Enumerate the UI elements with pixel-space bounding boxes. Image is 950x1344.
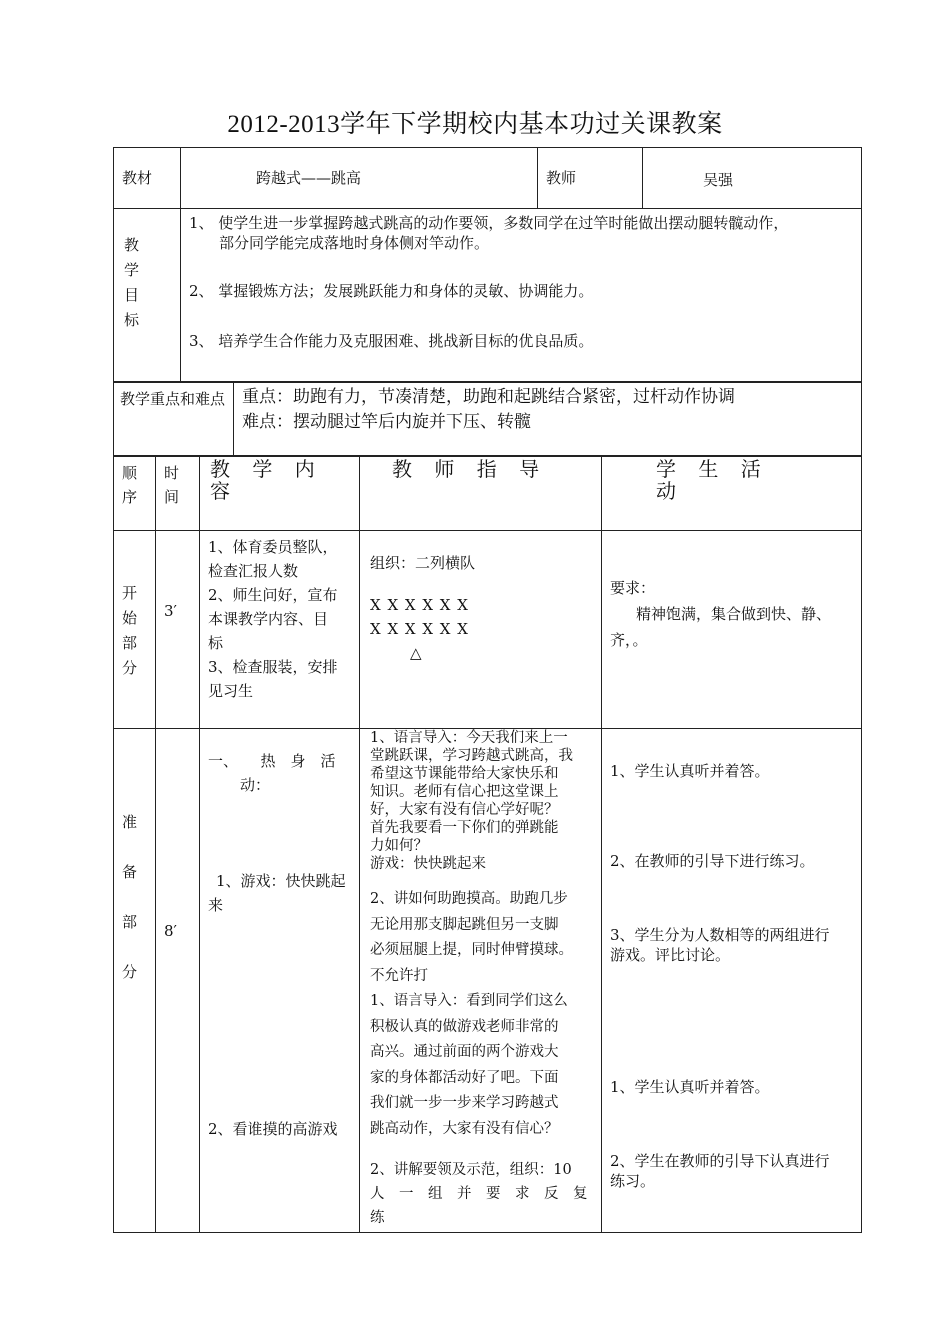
objectives-cell — [181, 209, 862, 382]
objectives-label-char: 标 — [124, 311, 140, 329]
guide-line: 2、讲如何助跑摸高。助跑几步 — [370, 891, 568, 907]
prep-student-cell — [602, 729, 862, 1233]
start-content-cell — [200, 531, 360, 729]
objective-item: 部分同学能完成落地时身体侧对竿动作。 — [219, 234, 490, 252]
guide-header-cell — [360, 457, 602, 531]
student-requirement-line: 齐，。 — [610, 631, 648, 649]
order-header-char: 序 — [122, 488, 138, 506]
objective-item: 1、 使学生进一步掌握跨越式跳高的动作要领，多数同学在过竿时能做出摆动腿转髋动作， — [189, 214, 789, 232]
order-header-cell — [114, 457, 156, 531]
game2-title: 2、看谁摸的高游戏 — [208, 1120, 338, 1138]
student-activity: 1、学生认真听并着答。 — [610, 1078, 770, 1096]
header-table — [113, 147, 862, 382]
start-label-char: 分 — [122, 659, 138, 677]
start-content-line: 检查汇报人数 — [208, 562, 299, 580]
key-points-label-cell — [114, 383, 234, 456]
difficulty-text: 难点：摆动腿过竿后内旋并下压、转髋 — [242, 412, 531, 432]
guide-header: 教 师 指 导 — [392, 457, 548, 481]
guide-line: 家的身体都活动好了吧。下面 — [370, 1069, 559, 1086]
guide-line: 首先我要看一下你们的弹跳能 — [370, 820, 559, 836]
formation-row: X X X X X X — [370, 620, 469, 638]
prep-label-char: 部 — [122, 913, 138, 931]
prep-label-char: 备 — [122, 863, 138, 881]
start-student-cell — [602, 531, 862, 729]
prep-time-cell — [156, 729, 200, 1233]
guide-line: 希望这节课能带给大家快乐和 — [370, 766, 559, 782]
prep-label-char: 分 — [122, 963, 138, 981]
start-time: 3′ — [164, 602, 177, 620]
start-content-line: 3、检查服装，安排 — [208, 658, 338, 676]
start-label-char: 始 — [122, 609, 138, 627]
formation-row: X X X X X X — [370, 596, 469, 614]
start-label-char: 开 — [122, 584, 138, 602]
game1-title-cont: 来 — [208, 896, 224, 914]
teacher-value: 吴强 — [703, 171, 734, 189]
key-points-label: 教学重点和难点 — [120, 390, 226, 408]
material-label-cell — [114, 148, 181, 209]
content-header: 教 学 内 容 — [210, 457, 323, 503]
time-header-char: 间 — [164, 488, 180, 506]
student-header: 学 生 活 动 — [656, 457, 769, 503]
start-label-cell — [114, 531, 156, 729]
guide-line: 1、语言导入：今天我们来上一 — [370, 730, 568, 746]
start-content-line: 1、体育委员整队， — [208, 538, 338, 556]
guide-line: 无论用那支脚起跳但另一支脚 — [370, 916, 559, 933]
student-requirement-line: 精神饱满，集合做到快、静、 — [636, 605, 832, 623]
warmup-heading: 一、 热 身 活 — [208, 752, 336, 770]
prep-label-cell — [114, 729, 156, 1233]
key-point-text: 重点：助跑有力，节凑清楚，助跑和起跳结合紧密，过杆动作协调 — [242, 387, 735, 407]
time-header-cell — [156, 457, 200, 531]
guide-line: 人 一 组 并 要 求 反 复 练 — [370, 1186, 602, 1226]
guide-line: 1、语言导入：看到同学们这么 — [370, 993, 568, 1009]
order-header-char: 顺 — [122, 464, 138, 482]
guide-line: 不允许打 — [370, 967, 428, 984]
objectives-label-char: 目 — [124, 286, 140, 304]
game1-title: 1、游戏：快快跳起 — [216, 872, 346, 890]
start-label-char: 部 — [122, 634, 138, 652]
guide-line: 高兴。通过前面的两个游戏大 — [370, 1044, 559, 1060]
guide-line: 我们就一步一步来学习跨越式 — [370, 1095, 559, 1111]
student-activity: 游戏。评比讨论。 — [610, 946, 731, 964]
start-guide-cell — [360, 531, 602, 729]
teacher-label-cell — [538, 148, 643, 209]
guide-line: 跳高动作，大家有没有信心？ — [370, 1120, 559, 1137]
prep-time: 8′ — [164, 922, 177, 940]
key-points-cell — [234, 383, 862, 456]
start-content-line: 见习生 — [208, 682, 254, 700]
material-label: 教材 — [122, 169, 153, 187]
student-activity: 1、学生认真听并着答。 — [610, 762, 770, 780]
guide-line: 好，大家有没有信心学好呢？ — [370, 802, 559, 818]
student-header-cell — [602, 457, 862, 531]
objectives-label-char: 学 — [124, 261, 140, 279]
guide-line: 必须屈腿上提，同时伸臂摸球。 — [370, 942, 573, 958]
formation-label: 组织：二列横队 — [370, 554, 476, 572]
content-header-cell — [200, 457, 360, 531]
material-value-cell — [181, 148, 538, 209]
lesson-plan-table — [113, 456, 862, 1233]
objectives-label-cell — [114, 209, 181, 382]
student-activity: 2、在教师的引导下进行练习。 — [610, 852, 815, 870]
teacher-label: 教师 — [546, 169, 577, 187]
guide-line: 堂跳跃课，学习跨越式跳高，我 — [370, 748, 573, 764]
material-value: 跨越式——跳高 — [256, 169, 362, 187]
prep-guide-cell — [360, 729, 602, 1233]
start-content-line: 2、师生问好，宣布 — [208, 586, 338, 604]
start-content-line: 本课教学内容、目 — [208, 610, 329, 628]
prep-content-cell — [200, 729, 360, 1233]
warmup-heading-cont: 动： — [240, 776, 271, 794]
student-requirement-label: 要求： — [610, 579, 656, 597]
start-content-line: 标 — [208, 634, 224, 652]
student-activity: 2、学生在教师的引导下认真进行 — [610, 1152, 830, 1170]
guide-line: 2、讲解要领及示范，组织：10 — [370, 1162, 572, 1178]
student-activity: 练习。 — [610, 1172, 656, 1190]
start-time-cell — [156, 531, 200, 729]
objectives-label-char: 教 — [124, 236, 140, 254]
objective-item: 3、 培养学生合作能力及克服困难、挑战新目标的优良品质。 — [189, 332, 594, 350]
guide-line: 知识。老师有信心把这堂课上 — [370, 784, 559, 800]
prep-label-char: 准 — [122, 813, 138, 831]
objective-item: 2、 掌握锻炼方法；发展跳跃能力和身体的灵敏、协调能力。 — [189, 282, 594, 300]
time-header-char: 时 — [164, 464, 180, 482]
guide-line: 游戏：快快跳起来 — [370, 856, 486, 872]
guide-line: 积极认真的做游戏老师非常的 — [370, 1018, 559, 1035]
student-activity: 3、学生分为人数相等的两组进行 — [610, 926, 830, 944]
key-points-table — [113, 382, 862, 456]
page-title: 2012-2013学年下学期校内基本功过关课教案 — [227, 111, 723, 138]
teacher-position-icon: △ — [410, 644, 422, 662]
guide-line: 力如何？ — [370, 838, 428, 854]
teacher-value-cell — [643, 148, 862, 209]
